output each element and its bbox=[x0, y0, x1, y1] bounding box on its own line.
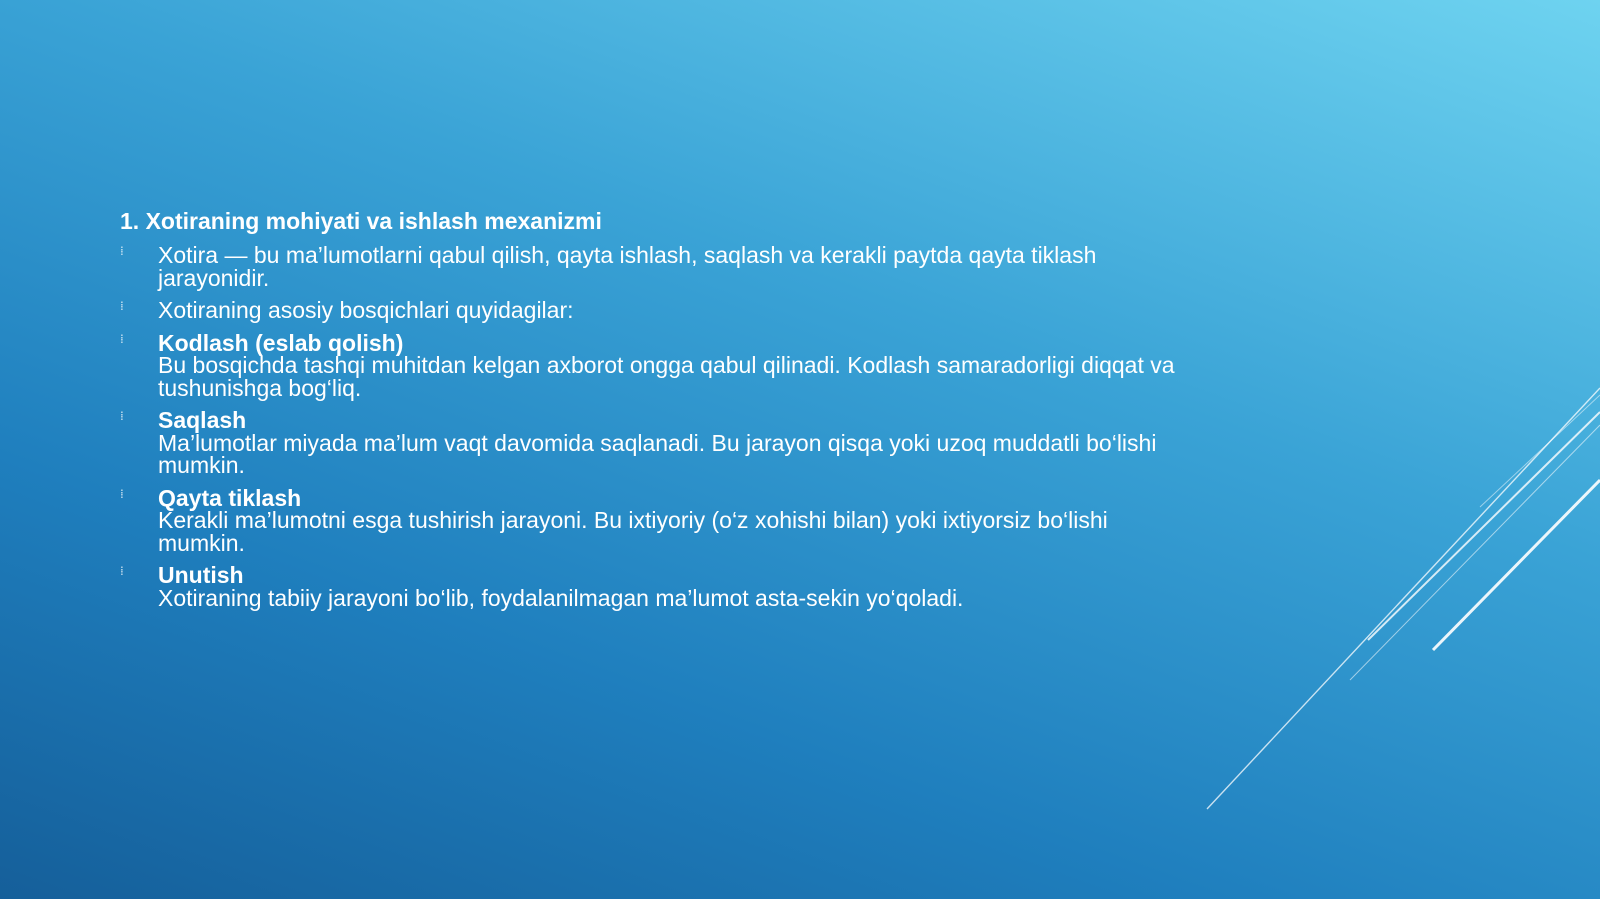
item-text: Xotira — bu ma’lumotlarni qabul qilish, qayta ishlash, saqlash va kerakli paytda qayta tiklash jarayonidir. bbox=[158, 242, 1097, 291]
item-text: Kerakli ma’lumotni esga tushirish jarayoni. Bu ixtiyoriy (o‘z xohishi bilan) yoki ixtiyorsiz bo‘lishi mumkin. bbox=[158, 507, 1108, 556]
bullet-list bbox=[120, 244, 1190, 609]
deco-line-long bbox=[1207, 388, 1600, 809]
slide-content bbox=[120, 206, 1190, 619]
bullet-icon: ⁞ bbox=[120, 564, 124, 578]
slide-heading: 1. Xotiraning mohiyati va ishlash mexanizmi bbox=[120, 208, 602, 234]
item-title: Unutish bbox=[158, 562, 244, 588]
list-item bbox=[120, 484, 1190, 556]
item-text: Xotiraning asosiy bosqichlari quyidagilar: bbox=[158, 297, 574, 323]
list-item bbox=[120, 299, 1190, 322]
bullet-icon: ⁞ bbox=[120, 331, 124, 346]
list-item bbox=[120, 409, 1190, 477]
deco-line-thin bbox=[1350, 425, 1600, 680]
deco-line-short bbox=[1480, 395, 1600, 507]
list-item bbox=[120, 244, 1190, 289]
item-title: Kodlash (eslab qolish) bbox=[158, 329, 404, 356]
bullet-icon: ⁞ bbox=[120, 299, 124, 313]
item-text: Bu bosqichda tashqi muhitdan kelgan axborot ongga qabul qilinadi. Kodlash samaradorligi diqqat va tushunishga bog‘liq. bbox=[158, 352, 1175, 401]
item-title: Qayta tiklash bbox=[158, 484, 302, 511]
bullet-icon: ⁞ bbox=[120, 244, 124, 258]
item-text: Ma’lumotlar miyada ma’lum vaqt davomida saqlanadi. Bu jarayon qisqa yoki uzoq muddatli bo‘lishi mumkin. bbox=[158, 429, 1157, 478]
bullet-icon: ⁞ bbox=[120, 486, 124, 501]
list-item bbox=[120, 564, 1190, 609]
item-text: Xotiraning tabiiy jarayoni bo‘lib, foydalanilmagan ma’lumot asta-sekin yo‘qoladi. bbox=[158, 584, 964, 611]
item-title: Saqlash bbox=[158, 407, 247, 433]
deco-line-mid bbox=[1368, 412, 1600, 640]
deco-line-thick bbox=[1433, 480, 1600, 650]
bullet-icon: ⁞ bbox=[120, 409, 124, 423]
list-item bbox=[120, 329, 1190, 401]
